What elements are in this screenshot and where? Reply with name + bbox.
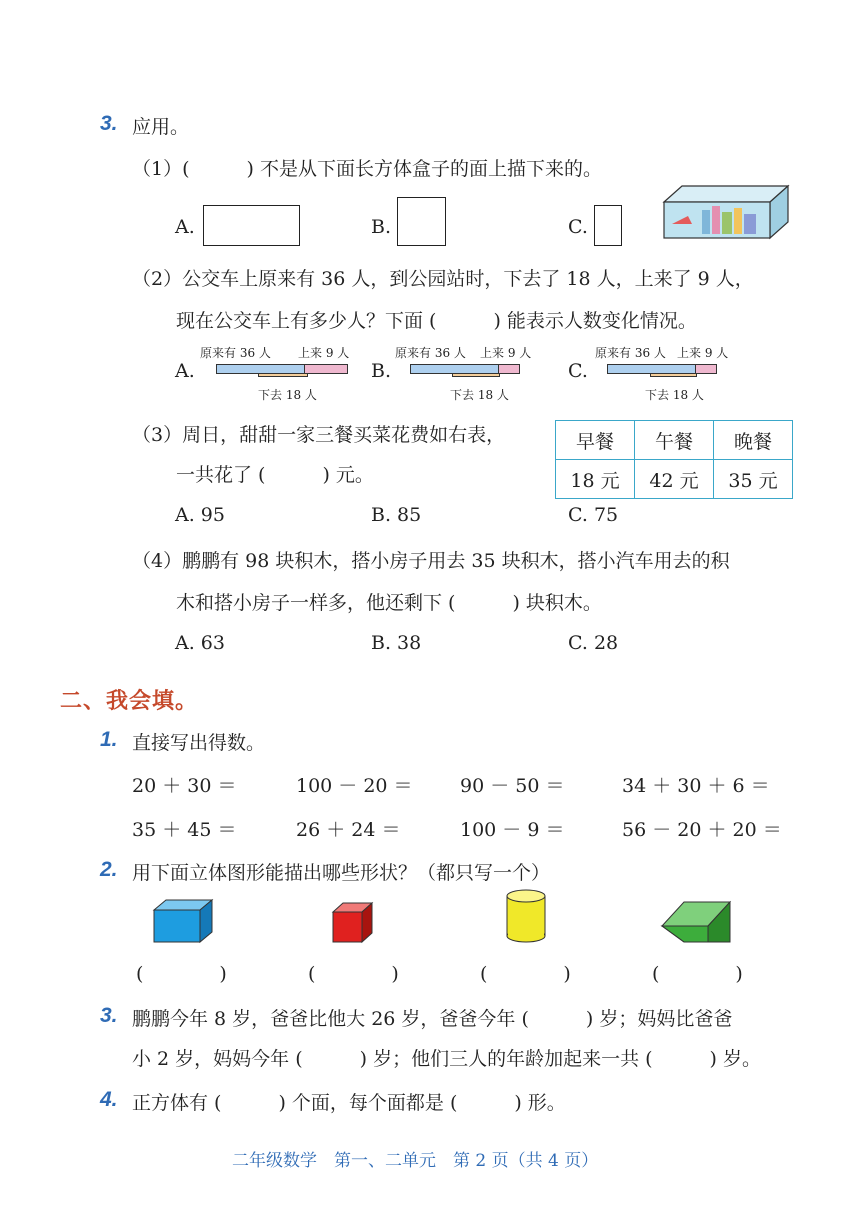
table-header: 早餐 bbox=[556, 421, 635, 460]
q3-line2: 一共花了 ( ) 元。 bbox=[176, 464, 374, 486]
bar-up bbox=[695, 364, 717, 374]
question-number: 3. bbox=[100, 112, 118, 135]
label-original: 原来有 36 人 bbox=[395, 346, 466, 360]
blue-cuboid-shape bbox=[150, 898, 216, 946]
q3-option-b[interactable]: B. 85 bbox=[371, 504, 422, 526]
calc-item: 35 ＋ 45 ＝ bbox=[132, 819, 237, 841]
q3-line1: （3）周日，甜甜一家三餐买菜花费如右表， bbox=[132, 424, 506, 446]
q3-line1: 鹏鹏今年 8 岁，爸爸比他大 26 岁，爸爸今年 ( ) 岁；妈妈比爸爸 bbox=[132, 1008, 733, 1030]
section-heading: 二、我会填。 bbox=[60, 688, 199, 714]
q4-option-b[interactable]: B. 38 bbox=[371, 632, 422, 654]
q2-line1: （2）公交车上原来有 36 人，到公园站时，下去了 18 人，上来了 9 人， bbox=[132, 268, 754, 290]
table-cell: 18 元 bbox=[556, 460, 635, 499]
bar-down bbox=[258, 373, 308, 377]
label-up: 上来 9 人 bbox=[677, 346, 729, 360]
label-up: 上来 9 人 bbox=[480, 346, 532, 360]
q2-option-a[interactable]: A. bbox=[175, 360, 195, 382]
shape-answer-blank[interactable]: ( ) bbox=[652, 963, 743, 985]
shape-answer-blank[interactable]: ( ) bbox=[308, 963, 399, 985]
cuboid-box-illustration bbox=[662, 184, 790, 240]
calc-item: 100 － 20 ＝ bbox=[296, 775, 413, 797]
calc-item: 20 ＋ 30 ＝ bbox=[132, 775, 237, 797]
bar-up bbox=[498, 364, 520, 374]
square-option-b bbox=[397, 197, 446, 246]
label-original: 原来有 36 人 bbox=[200, 346, 271, 360]
bar-down bbox=[650, 373, 697, 377]
rectangle-option-a bbox=[203, 205, 300, 246]
q3-line2: 小 2 岁，妈妈今年 ( ) 岁；他们三人的年龄加起来一共 ( ) 岁。 bbox=[132, 1048, 761, 1070]
calc-item: 56 － 20 ＋ 20 ＝ bbox=[622, 819, 782, 841]
q1-option-a[interactable]: A. bbox=[175, 216, 195, 238]
shape-answer-blank[interactable]: ( ) bbox=[136, 963, 227, 985]
question-number: 2. bbox=[100, 858, 118, 881]
q3-option-a[interactable]: A. 95 bbox=[175, 504, 225, 526]
question-number: 4. bbox=[100, 1088, 118, 1111]
calc-item: 26 ＋ 24 ＝ bbox=[296, 819, 401, 841]
q4-line1: （4）鹏鹏有 98 块积木，搭小房子用去 35 块积木，搭小汽车用去的积 bbox=[132, 550, 730, 572]
label-up: 上来 9 人 bbox=[298, 346, 350, 360]
q2-option-c[interactable]: C. bbox=[568, 360, 588, 382]
red-cube-shape bbox=[330, 900, 376, 946]
q4-line2: 木和搭小房子一样多，他还剩下 ( ) 块积木。 bbox=[176, 592, 602, 614]
q1-text: （1）( ) 不是从下面长方体盒子的面上描下来的。 bbox=[132, 158, 602, 180]
table-cell: 42 元 bbox=[635, 460, 714, 499]
bar-up bbox=[304, 364, 348, 374]
q1-option-b[interactable]: B. bbox=[371, 216, 392, 238]
question-title: 用下面立体图形能描出哪些形状？（都只写一个） bbox=[132, 862, 551, 884]
q3-option-c[interactable]: C. 75 bbox=[568, 504, 619, 526]
q2-option-b[interactable]: B. bbox=[371, 360, 392, 382]
meal-cost-table bbox=[555, 420, 793, 499]
question-number: 1. bbox=[100, 728, 118, 751]
q4-text: 正方体有 ( ) 个面，每个面都是 ( ) 形。 bbox=[132, 1092, 566, 1114]
q4-option-c[interactable]: C. 28 bbox=[568, 632, 619, 654]
bar-down bbox=[452, 373, 500, 377]
page-footer: 二年级数学 第一、二单元 第 2 页（共 4 页） bbox=[232, 1151, 599, 1171]
calc-item: 90 － 50 ＝ bbox=[460, 775, 565, 797]
table-cell: 35 元 bbox=[714, 460, 793, 499]
label-down: 下去 18 人 bbox=[258, 388, 317, 402]
q4-option-a[interactable]: A. 63 bbox=[175, 632, 225, 654]
question-number: 3. bbox=[100, 1004, 118, 1027]
question-title: 应用。 bbox=[132, 116, 190, 138]
q1-option-c[interactable]: C. bbox=[568, 216, 588, 238]
label-original: 原来有 36 人 bbox=[595, 346, 666, 360]
question-title: 直接写出得数。 bbox=[132, 732, 266, 754]
shape-answer-blank[interactable]: ( ) bbox=[480, 963, 571, 985]
label-down: 下去 18 人 bbox=[450, 388, 509, 402]
rectangle-option-c bbox=[594, 205, 622, 246]
table-header: 午餐 bbox=[635, 421, 714, 460]
calc-item: 100 － 9 ＝ bbox=[460, 819, 565, 841]
green-prism-shape bbox=[658, 900, 734, 946]
q2-line2: 现在公交车上有多少人？下面 ( ) 能表示人数变化情况。 bbox=[176, 310, 697, 332]
label-down: 下去 18 人 bbox=[645, 388, 704, 402]
table-header: 晚餐 bbox=[714, 421, 793, 460]
yellow-cylinder-shape bbox=[502, 888, 550, 944]
calc-item: 34 ＋ 30 ＋ 6 ＝ bbox=[622, 775, 770, 797]
